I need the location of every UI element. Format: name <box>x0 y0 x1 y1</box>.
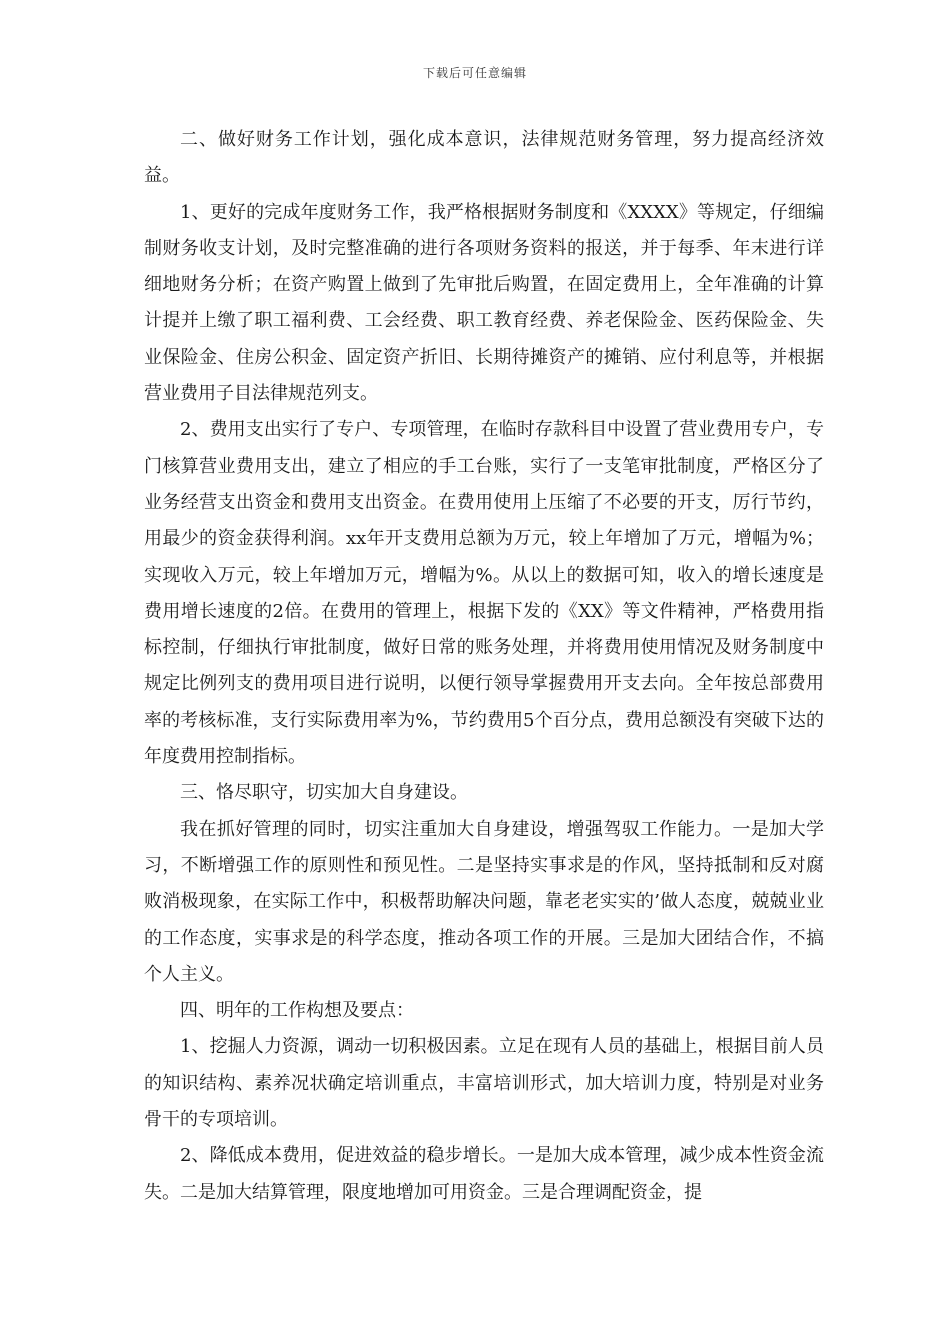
paragraph-section-2-title: 二、做好财务工作计划，强化成本意识，法律规范财务管理，努力提高经济效益。 <box>144 129 824 187</box>
paragraph-item-1: 1、更好的完成年度财务工作，我严格根据财务制度和《XXXX》等规定，仔细编制财务收支计划，及时完整准确的进行各项财务资料的报送，并于每季、年末进行详细地财务分析；在资产购置上做到了先审批后购置，在固定费用上，全年准确的计算计提并上缴了职工福利费、工会经费、职工教育经费、养老保险金、医药保险金、失业保险金、住房公积金、固定资产折旧、长期待摊资产的摊销、应付利息等，并根据营业费用子目法律规范列支。 <box>144 201 824 405</box>
paragraph-section-3-body: 我在抓好管理的同时，切实注重加大自身建设，增强驾驭工作能力。一是加大学习，不断增强工作的原则性和预见性。二是坚持实事求是的作风，坚持抵制和反对腐败消极现象，在实际工作中，积极帮助解决问题，靠老老实实的’做人态度，兢兢业业的工作态度，实事求是的科学态度，推动各项工作的开展。三是加大团结合作，不搞个人主义。 <box>144 818 824 985</box>
document-body <box>144 122 824 1211</box>
paragraph-plan-item-1: 1、挖掘人力资源，调动一切积极因素。立足在现有人员的基础上，根据目前人员的知识结构、素养况状确定培训重点，丰富培训形式，加大培训力度，特别是对业务骨干的专项培训。 <box>144 1036 824 1131</box>
page-header: 下载后可任意编辑 <box>422 66 527 80</box>
paragraph-section-4-title: 四、明年的工作构想及要点： <box>180 1000 414 1022</box>
paragraph-section-3-title: 三、恪尽职守，切实加大自身建设。 <box>180 782 468 804</box>
paragraph-plan-item-2: 2、降低成本费用，促进效益的稳步增长。一是加大成本管理，减少成本性资金流失。二是加大结算管理，限度地增加可用资金。三是合理调配资金，提 <box>144 1145 824 1203</box>
paragraph-item-2: 2、费用支出实行了专户、专项管理，在临时存款科目中设置了营业费用专户，专门核算营业费用支出，建立了相应的手工台账，实行了一支笔审批制度，严格区分了业务经营支出资金和费用支出资金。在费用使用上压缩了不必要的开支，厉行节约，用最少的资金获得利润。xx年开支费用总额为万元，较上年增加了万元，增幅为%；实现收入万元，较上年增加万元，增幅为%。从以上的数据可知，收入的增长速度是费用增长速度的2倍。在费用的管理上，根据下发的《XX》等文件精神，严格费用指标控制，仔细执行审批制度，做好日常的账务处理，并将费用使用情况及财务制度中规定比例列支的费用项目进行说明，以便行领导掌握费用开支去向。全年按总部费用率的考核标准，支行实际费用率为%，节约费用5个百分点，费用总额没有突破下达的年度费用控制指标。 <box>144 419 824 768</box>
